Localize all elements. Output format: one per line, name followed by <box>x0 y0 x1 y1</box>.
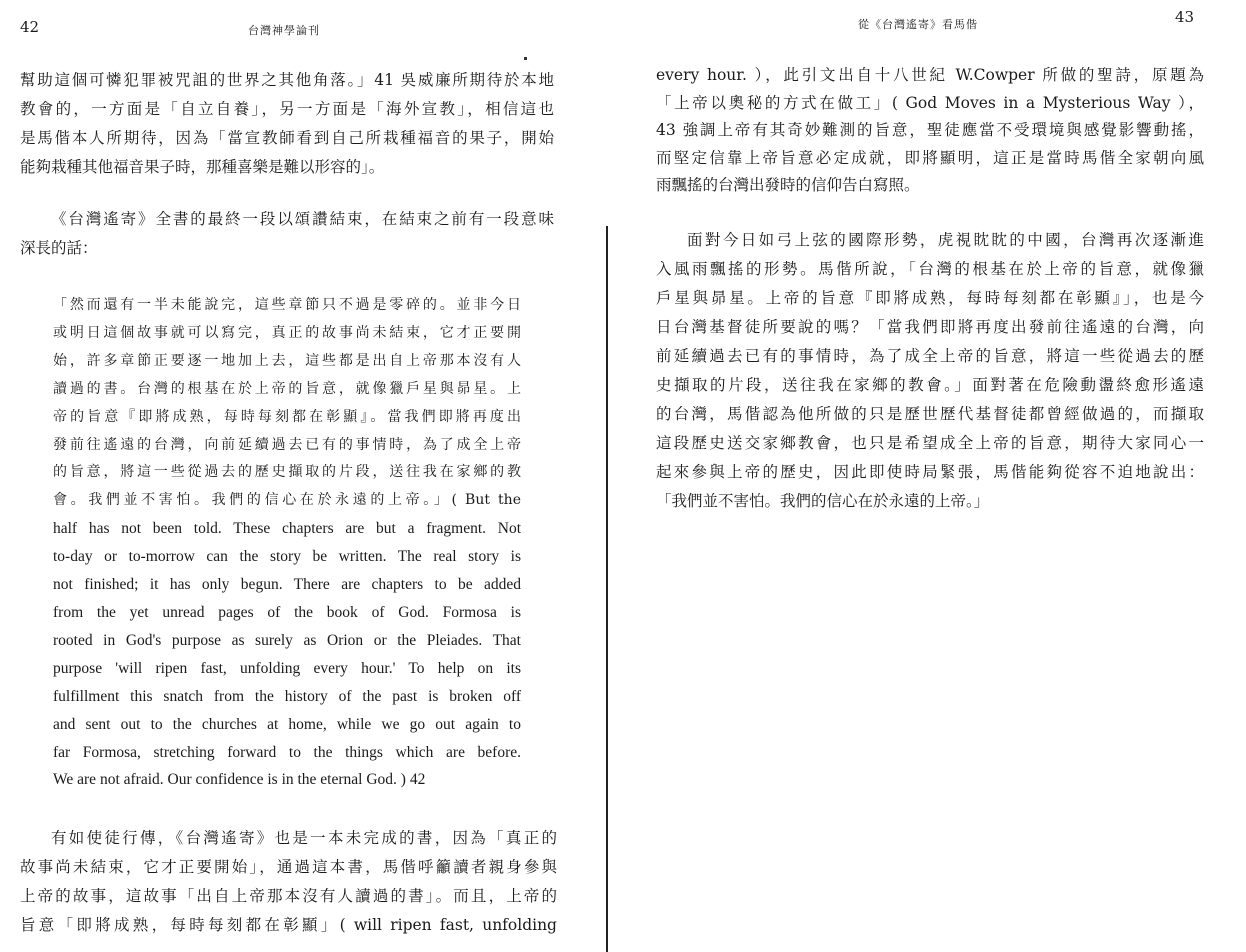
text-line: 《台灣遙寄》全書的最終一段以頌讚結束，在結束之前有一段意味 <box>51 210 554 228</box>
text-line: 前延續過去已有的事情時，為了成全上帝的旨意，將這一些從過去的歷 <box>656 347 1204 365</box>
paragraph-1 <box>656 62 1204 200</box>
quote-line: and sent out to the churches at home, while we go out again to <box>53 715 521 733</box>
text-line: 戶星與昴星。上帝的旨意『即將成熟，每時每刻都在彰顯』」，也是今 <box>656 289 1204 307</box>
text-line: 幫助這個可憐犯罪被咒詛的世界之其他角落。」41 吳威廉所期待於本地 <box>20 71 554 89</box>
text-line: 「上帝以奧秘的方式在做工」( God Moves in a Mysterious Way ）， <box>656 93 1204 112</box>
quote-line: rooted in God's purpose as surely as Orion or the Pleiades. That <box>53 631 521 649</box>
quote-line: 發前往遙遠的台灣，向前延續過去已有的事情時，為了成全上帝 <box>53 436 521 453</box>
text-line: 43 強調上帝有其奇妙難測的旨意，聖徒應當不受環境與感覺影響動搖， <box>656 121 1204 139</box>
text-line: 這段歷史送交家鄉教會，也只是希望成全上帝的旨意，期待大家同心一 <box>656 434 1204 452</box>
paragraph-2 <box>656 226 1204 516</box>
text-line: 日台灣基督徒所要說的嗎？「當我們即將再度出發前往遙遠的台灣，向 <box>656 318 1204 336</box>
text-line: 深長的話： <box>20 239 98 257</box>
paragraph-2 <box>20 205 554 263</box>
page-number: 43 <box>1175 8 1195 26</box>
quote-line: 始，許多章節正要逐一地加上去，這些都是出自上帝那本沒有人 <box>53 352 521 369</box>
left-page <box>0 0 606 952</box>
text-line: 有如使徒行傳，《台灣遙寄》也是一本未完成的書，因為「真正的 <box>51 829 557 847</box>
quote-line: 會。我們並不害怕。我們的信心在於永遠的上帝。」( But the <box>53 492 521 509</box>
text-line: 史擷取的片段，送往我在家鄉的教會。」面對著在危險動盪終愈形遙遠 <box>656 376 1204 394</box>
text-line: 面對今日如弓上弦的國際形勢，虎視眈眈的中國，台灣再次逐漸進 <box>687 231 1204 249</box>
text-line: 旨意「即將成熟，每時每刻都在彰顯」( will ripen fast, unfolding <box>20 916 557 934</box>
quote-line: to-day or to-morrow can the story be written. The real story is <box>53 548 521 566</box>
running-head: 從《台灣遙寄》看馬偕 <box>858 18 978 31</box>
quote-line: purpose 'will ripen fast, unfolding every hour.' To help on its <box>53 659 521 677</box>
quote-line: not finished; it has only begun. There are chapters to be added <box>53 576 521 594</box>
quote-line: from the yet unread pages of the book of God. Formosa is <box>53 603 521 621</box>
paragraph-1 <box>20 66 554 182</box>
book-gutter <box>606 226 608 952</box>
quote-line: 帝的旨意『即將成熟，每時每刻都在彰顯』。當我們即將再度出 <box>53 408 521 425</box>
block-quote <box>53 292 521 794</box>
paragraph-3 <box>20 824 557 940</box>
text-line: 「我們並不害怕。我們的信心在於永遠的上帝。」 <box>656 492 990 510</box>
text-line: 上帝的故事，這故事「出自上帝那本沒有人讀過的書」。而且，上帝的 <box>20 887 557 905</box>
quote-line: 的旨意，將這一些從過去的歷史擷取的片段，送往我在家鄉的教 <box>53 464 521 481</box>
text-line: 能夠栽種其他福音果子時，那種喜樂是難以形容的」。 <box>20 158 385 176</box>
text-line: 起來參與上帝的歷史，因此即使時局緊張，馬偕能夠從容不迫地說出： <box>656 463 1204 481</box>
text-line: 故事尚未結束，它才正要開始」，通過這本書，馬偕呼籲讀者親身參與 <box>20 858 557 876</box>
text-line: 是馬偕本人所期待，因為「當宣教師看到自己所栽種福音的果子，開始 <box>20 129 554 147</box>
quote-line: 讀過的書。台灣的根基在於上帝的旨意，就像獵戶星與昴星。上 <box>53 380 521 397</box>
text-line: every hour. ），此引文出自十八世紀 W.Cowper 所做的聖詩，原題為 <box>656 66 1204 84</box>
page-number: 42 <box>20 18 40 36</box>
text-line: 的台灣，馬偕認為他所做的只是歷世歷代基督徒都曾經做過的，而擷取 <box>656 405 1204 423</box>
quote-line: fulfillment this snatch from the history of the past is broken off <box>53 687 521 705</box>
quote-line: far Formosa, stretching forward to the things which are before. <box>53 743 521 761</box>
text-line: 而堅定信靠上帝旨意必定成就，即將顯明，這正是當時馬偕全家朝向風 <box>656 148 1204 167</box>
quote-line: 或明日這個故事就可以寫完，真正的故事尚未結束，它才正要開 <box>53 324 521 341</box>
right-page <box>612 0 1246 952</box>
running-head: 台灣神學論刊 <box>248 24 320 37</box>
print-speck <box>524 57 527 60</box>
text-line: 雨飄搖的台灣出發時的信仰告白寫照。 <box>656 176 920 194</box>
text-line: 教會的，一方面是「自立自養」，另一方面是「海外宣教」，相信這也 <box>20 100 554 118</box>
text-line: 入風雨飄搖的形勢。馬偕所說，「台灣的根基在於上帝的旨意，就像獵 <box>656 260 1204 278</box>
quote-line: We are not afraid. Our confidence is in the eternal God. ) 42 <box>53 771 426 789</box>
quote-line: half has not been told. These chapters are but a fragment. Not <box>53 520 521 538</box>
quote-line: 「然而還有一半未能說完，這些章節只不過是零碎的。並非今日 <box>53 297 521 313</box>
